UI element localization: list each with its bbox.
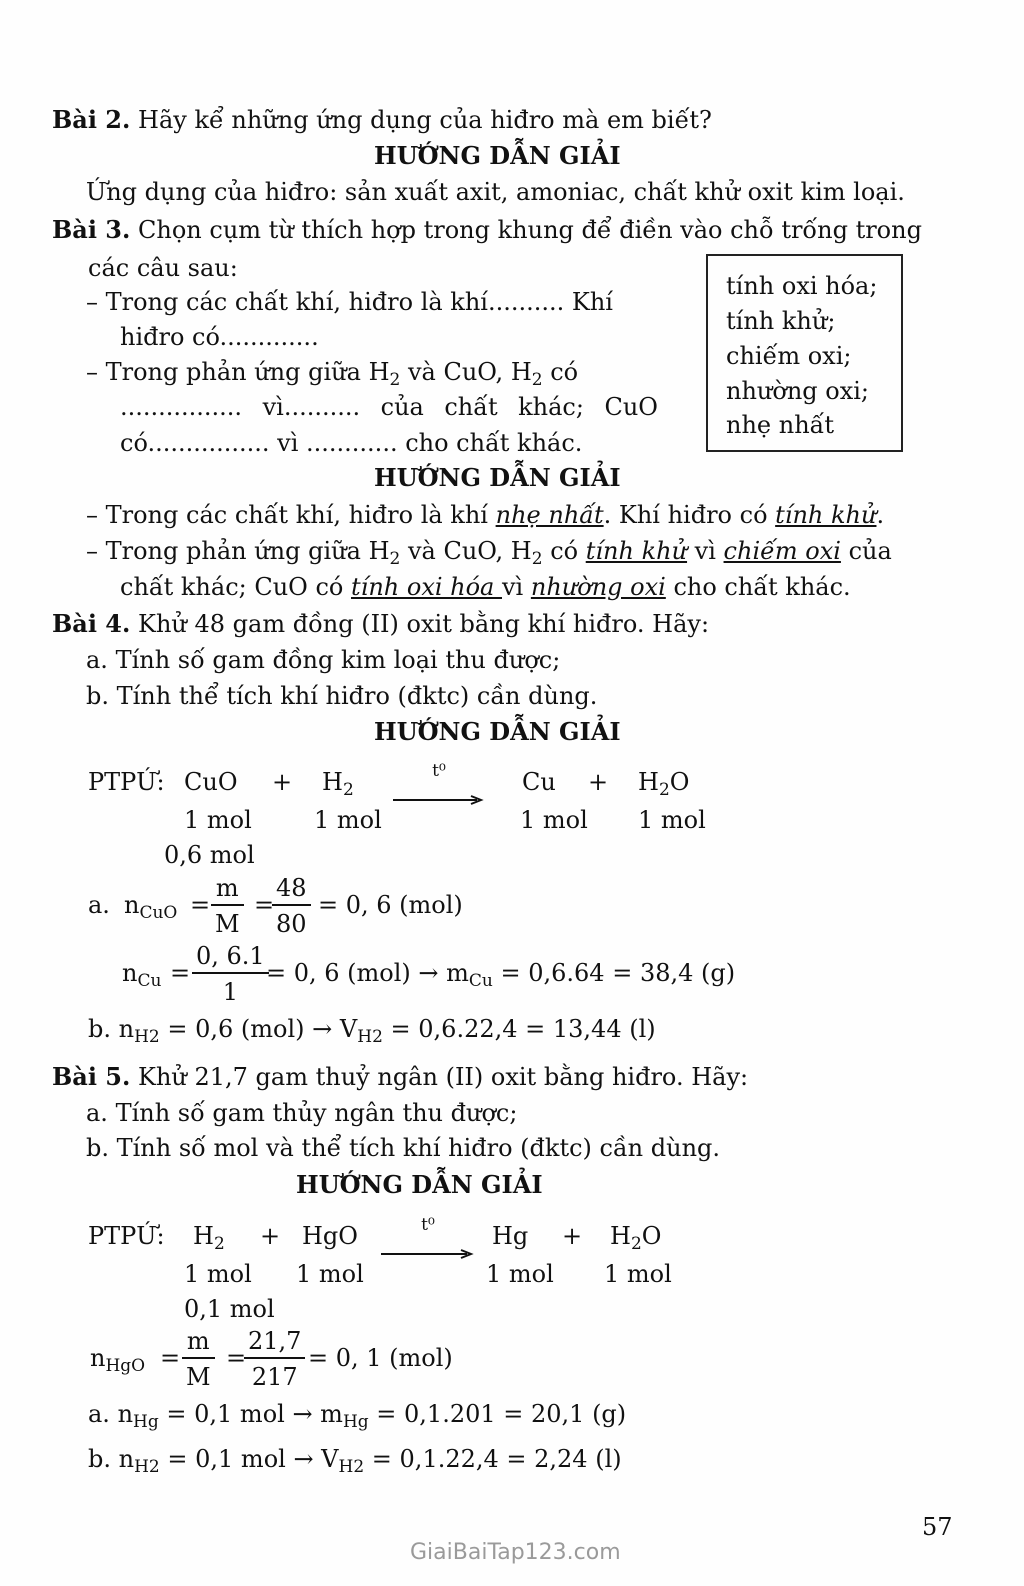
box-item: tính oxi hóa; [726, 272, 878, 300]
formula-text: O [669, 768, 690, 796]
bai4-mol-3: 1 mol [520, 806, 588, 834]
subscript: 2 [342, 780, 354, 800]
denominator: M [186, 1363, 211, 1391]
bai5-part-a: a. Tính số gam thủy ngân thu được; [86, 1099, 518, 1127]
watermark-text: GiaiBaiTap123.com [410, 1540, 621, 1565]
bai4-reactant-2 [322, 768, 354, 800]
formula-text: = 0,1 mol → m [158, 1400, 343, 1428]
bai4-product-1: Cu [522, 768, 556, 796]
bai5-question [52, 1062, 749, 1091]
bai3-question [52, 215, 922, 244]
subscript: HgO [105, 1356, 146, 1376]
bai5-guide-heading: HƯỚNG DẪN GIẢI [296, 1170, 543, 1199]
formula-text: n [118, 1445, 135, 1473]
bai4-n-cu [122, 959, 162, 991]
ans-text: vì [687, 537, 724, 565]
bai5-product-2 [610, 1222, 662, 1254]
bai2-answer: Ứng dụng của hiđro: sản xuất axit, amoniac, chất khử oxit kim loại. [86, 178, 905, 206]
bai3-answer-3 [120, 575, 851, 599]
ans-text: – Trong phản ứng giữa H [86, 537, 390, 565]
bai4-reaction-arrow [393, 761, 485, 811]
bai3-b2-text-b: và CuO, H [407, 358, 532, 386]
equals-sign: = [226, 1344, 247, 1372]
answer-word: tính khử [775, 501, 877, 529]
subscript: Hg [133, 1412, 159, 1432]
bai4-a-result: = 0, 6 (mol) [318, 891, 463, 919]
ans-text: vì [502, 573, 531, 601]
denominator: M [215, 910, 240, 938]
bai4-product-2 [638, 768, 690, 800]
ans-text: và CuO, H [400, 537, 532, 565]
a-label: a. [88, 1400, 110, 1428]
ans-text: cho chất khác. [665, 573, 851, 601]
bai4-reactant-1: CuO [184, 768, 238, 796]
bai3-guide-heading: HƯỚNG DẪN GIẢI [374, 463, 621, 492]
formula-text: = 0,6.22,4 = 13,44 (l) [382, 1015, 656, 1043]
arrow-icon [393, 795, 485, 805]
bai3-answer-2 [86, 537, 892, 569]
bai5-mol-3: 1 mol [486, 1260, 554, 1288]
bai3-blank1-line1: – Trong các chất khí, hiđro là khí.......... Khí [86, 288, 613, 316]
box-item: chiếm oxi; [726, 342, 852, 370]
subscript: 2 [531, 370, 543, 390]
subscript: 2 [389, 370, 401, 390]
bai5-reactant-2: HgO [302, 1222, 358, 1250]
bai2-question [52, 105, 712, 134]
numerator: 48 [276, 874, 307, 902]
bai5-n-hgo [90, 1344, 146, 1376]
arrow-icon [381, 1249, 475, 1259]
subscript: H2 [134, 1457, 160, 1477]
bai3-answer-1 [86, 503, 884, 527]
bai3-b2-text-a: – Trong phản ứng giữa H [86, 358, 390, 386]
bai3-blank1-line2: hiđro có............. [120, 323, 319, 351]
fraction-m-over-M [211, 876, 244, 936]
answer-word: tính khử [585, 537, 688, 565]
b-label: b. [88, 1445, 111, 1473]
ans-text: . Khí hiđro có [603, 501, 776, 529]
formula-text: n [122, 959, 138, 987]
box-item: nhẹ nhất [726, 411, 835, 439]
bai3-b2l2-f: CuO [604, 393, 658, 421]
subscript: Cu [137, 971, 162, 991]
formula-text: = 0, 6 (mol) → m [266, 959, 469, 987]
bai4-ncu-result [266, 959, 736, 991]
page-number: 57 [922, 1513, 953, 1541]
bai4-mol-4: 1 mol [638, 806, 706, 834]
subscript: 2 [213, 1234, 225, 1254]
subscript: CuO [139, 903, 178, 923]
numerator: m [215, 874, 239, 902]
b-label: b. [88, 1015, 111, 1043]
bai5-b-line [88, 1445, 622, 1477]
bai4-label: Bài 4. [52, 609, 131, 638]
bai3-b2l2-b: vì.......... [262, 393, 361, 421]
bai4-part-a: a. Tính số gam đồng kim loại thu được; [86, 646, 561, 674]
bai3-blank2-line2 [120, 395, 658, 419]
bai5-ptpu-label: PTPỨ: [88, 1222, 165, 1250]
denominator: 1 [222, 978, 238, 1006]
equals-sign: = [170, 959, 191, 987]
bai4-question-text: Khử 48 gam đồng (II) oxit bằng khí hiđro. Hãy: [138, 610, 710, 638]
ans-text: . [876, 501, 885, 529]
bai5-n-result: = 0, 1 (mol) [308, 1344, 453, 1372]
formula-text: H [322, 768, 343, 796]
bai4-mol-given: 0,6 mol [164, 841, 255, 869]
numerator: 21,7 [248, 1327, 302, 1355]
bai3-b2l2-a: ................ [120, 393, 243, 421]
bai5-plus-2: + [562, 1222, 583, 1250]
bai5-mol-2: 1 mol [296, 1260, 364, 1288]
bai4-mol-1: 1 mol [184, 806, 252, 834]
bai2-label: Bài 2. [52, 105, 131, 134]
bai4-question [52, 609, 710, 638]
bai4-a-label: a. [88, 891, 110, 919]
answer-word: chiếm oxi [723, 537, 841, 565]
bai5-reactant-1 [193, 1222, 225, 1254]
denominator: 80 [276, 910, 307, 938]
bai5-plus-1: + [260, 1222, 281, 1250]
fraction-217-over-217 [244, 1329, 305, 1389]
formula-text: = 0,6.64 = 38,4 (g) [492, 959, 736, 987]
equals-sign: = [254, 891, 275, 919]
bai4-mol-2: 1 mol [314, 806, 382, 834]
bai5-mol-4: 1 mol [604, 1260, 672, 1288]
subscript: 2 [389, 549, 401, 569]
bai3-label: Bài 3. [52, 215, 131, 244]
bai5-part-b: b. Tính số mol và thể tích khí hiđro (đktc) cần dùng. [86, 1134, 721, 1162]
bai4-ptpu-label: PTPỨ: [88, 768, 165, 796]
equals-sign: = [160, 1344, 181, 1372]
temperature-label: t⁰ [432, 761, 446, 781]
subscript: 2 [630, 1234, 642, 1254]
bai3-question-line2: các câu sau: [88, 254, 238, 282]
formula-text: = 0,6 (mol) → V [159, 1015, 358, 1043]
bai5-product-1: Hg [492, 1222, 529, 1250]
formula-text: n [117, 1400, 134, 1428]
subscript: 2 [658, 780, 670, 800]
bai4-part-b: b. Tính thể tích khí hiđro (đktc) cần dùng. [86, 682, 598, 710]
ans-text: – Trong các chất khí, hiđro là khí [86, 501, 496, 529]
bai5-reaction-arrow [381, 1215, 475, 1265]
bai4-n-cuo [124, 891, 178, 923]
formula-text: H [638, 768, 659, 796]
bai5-mol-1: 1 mol [184, 1260, 252, 1288]
formula-text: O [641, 1222, 662, 1250]
formula-text: n [118, 1015, 135, 1043]
bai2-guide-heading: HƯỚNG DẪN GIẢI [374, 141, 621, 170]
fraction-06x1-over-1 [192, 944, 269, 1004]
denominator: 217 [251, 1363, 298, 1391]
formula-text: n [90, 1344, 106, 1372]
formula-text: n [124, 891, 140, 919]
bai3-b2l2-d: chất [444, 393, 498, 421]
bai5-a-line [88, 1400, 627, 1432]
subscript: Cu [468, 971, 493, 991]
subscript: Hg [342, 1412, 369, 1432]
bai2-question-text: Hãy kể những ứng dụng của hiđro mà em biết? [138, 106, 712, 134]
formula-text: = 0,1.22,4 = 2,24 (l) [364, 1445, 622, 1473]
ans-text: có [542, 537, 586, 565]
subscript: 2 [531, 549, 543, 569]
box-item: tính khử; [726, 307, 836, 335]
answer-word: tính oxi hóa [351, 573, 502, 601]
bai3-b2l2-c: của [380, 393, 424, 421]
bai3-blank2-line3: có................ vì ............ cho chất khác. [120, 429, 583, 457]
formula-text: H [610, 1222, 631, 1250]
subscript: H2 [134, 1027, 160, 1047]
bai3-b2l2-e: khác; [518, 393, 584, 421]
answer-word: nhường oxi [530, 573, 666, 601]
bai3-question-line1: Chọn cụm từ thích hợp trong khung để điền vào chỗ trống trong [138, 216, 922, 244]
bai4-b-line [88, 1015, 656, 1047]
subscript: H2 [357, 1027, 383, 1047]
bai5-question-text: Khử 21,7 gam thuỷ ngân (II) oxit bằng hiđro. Hãy: [138, 1063, 749, 1091]
bai4-plus-2: + [588, 768, 609, 796]
equals-sign: = [190, 891, 211, 919]
fraction-48-over-80 [272, 876, 311, 936]
word-box [706, 254, 903, 452]
fraction-m-over-M [182, 1329, 215, 1389]
ans-text: chất khác; CuO có [120, 573, 351, 601]
subscript: H2 [338, 1457, 365, 1477]
answer-word: nhẹ nhất [495, 501, 604, 529]
formula-text: = 0,1 mol → V [159, 1445, 339, 1473]
bai5-mol-given: 0,1 mol [184, 1295, 275, 1323]
temperature-label: t⁰ [421, 1215, 435, 1235]
bai3-b2-text-c: có [550, 358, 579, 386]
bai5-label: Bài 5. [52, 1062, 131, 1091]
numerator: 0, 6.1 [196, 942, 265, 970]
ans-text: của [840, 537, 892, 565]
formula-text: = 0,1.201 = 20,1 (g) [368, 1400, 627, 1428]
numerator: m [186, 1327, 210, 1355]
box-item: nhường oxi; [726, 377, 870, 405]
bai4-plus-1: + [272, 768, 293, 796]
bai3-blank2-line1 [86, 358, 579, 390]
bai4-guide-heading: HƯỚNG DẪN GIẢI [374, 717, 621, 746]
formula-text: H [193, 1222, 214, 1250]
